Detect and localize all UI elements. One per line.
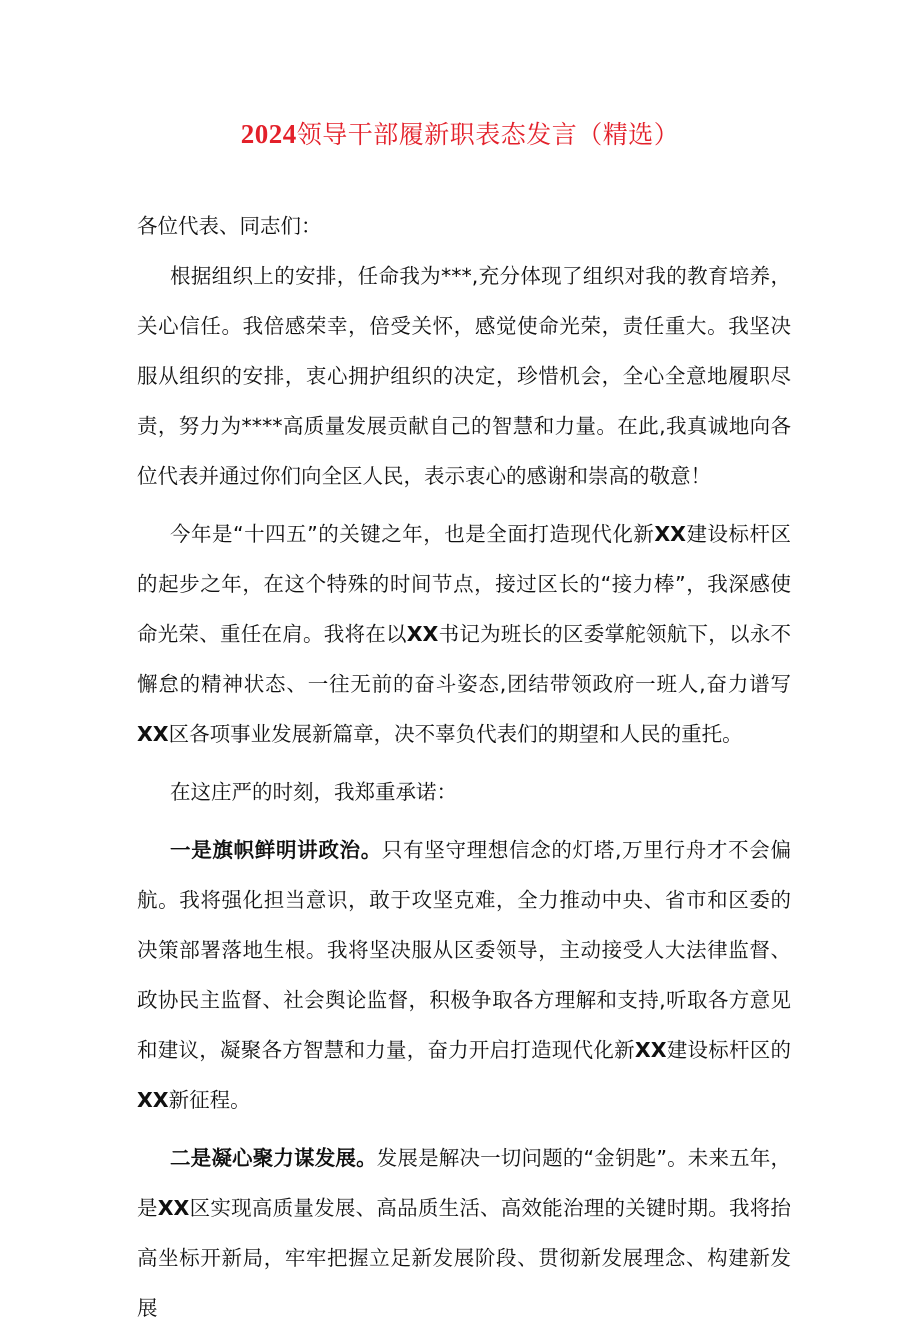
xx-placeholder: XX <box>654 522 686 546</box>
text-segment: 今年是“十四五”的关键之年，也是全面打造现代化新 <box>170 522 655 546</box>
text-segment: 建设标杆区的起步之年，在这个特殊的时间节点，接过区长的“接力棒”，我深感使命光荣、重任在肩。我将在以 <box>137 522 791 646</box>
pledge-heading: 二是凝心聚力谋发展。 <box>170 1146 377 1170</box>
document-body <box>137 201 791 1333</box>
xx-placeholder: XX <box>634 1038 667 1062</box>
xx-placeholder: XX <box>137 722 169 746</box>
paragraph-gap <box>137 817 791 825</box>
paragraph-pledge-intro: 在这庄严的时刻，我郑重承诺： <box>170 780 457 804</box>
paragraph-pledge-politics <box>137 825 791 1125</box>
paragraph-gap <box>137 759 791 767</box>
salutation: 各位代表、同志们： <box>137 214 322 238</box>
paragraph-key-year <box>137 509 791 759</box>
xx-placeholder: XX <box>137 1088 169 1112</box>
document-title <box>0 112 920 157</box>
paragraph-gap <box>137 501 791 509</box>
title-year: 2024 <box>240 119 297 149</box>
title-text: 领导干部履新职表态发言（精选） <box>296 120 680 149</box>
text-segment: 只有坚守理想信念的灯塔,万里行舟才不会偏航。我将强化担当意识，敢于攻坚克难，全力推动中央、省市和区委的决策部署落地生根。我将坚决服从区委领导，主动接受人大法律监督、政协民主监督、社会舆论监督，积极争取各方理解和支持,听取各方意见和建议，凝聚各方智慧和力量，奋力开启打造现代化新 <box>137 838 791 1062</box>
paragraph-appointment: 根据组织上的安排，任命我为***,充分体现了组织对我的教育培养，关心信任。我倍感荣幸，倍受关怀，感觉使命光荣，责任重大。我坚决服从组织的安排，衷心拥护组织的决定，珍惜机会，全心全意地履职尽责，努力为****高质量发展贡献自己的智慧和力量。在此,我真诚地向各位代表并通过你们向全区人民，表示衷心的感谢和崇高的敬意！ <box>137 264 791 488</box>
xx-placeholder: XX <box>157 1196 190 1220</box>
xx-placeholder: XX <box>406 622 439 646</box>
paragraph-gap <box>137 1125 791 1133</box>
text-segment: 区各项事业发展新篇章，决不辜负代表们的期望和人民的重托。 <box>168 722 743 746</box>
text-segment: 发展是解决一切问题的“金钥匙”。未来五年，是 <box>137 1146 791 1220</box>
text-segment: 书记为班长的区委掌舵领航下，以永不懈怠的精神状态、一往无前的奋斗姿态,团结带领政府一班人,奋力谱写 <box>137 622 792 696</box>
paragraph-pledge-development <box>137 1133 791 1333</box>
text-segment: 区实现高质量发展、高品质生活、高效能治理的关键时期。我将抬高坐标开新局，牢牢把握立足新发展阶段、贯彻新发展理念、构建新发展 <box>137 1196 792 1320</box>
text-segment: 建设标杆区的 <box>666 1038 792 1062</box>
pledge-heading: 一是旗帜鲜明讲政治。 <box>170 838 382 862</box>
text-segment: 新征程。 <box>168 1088 251 1112</box>
